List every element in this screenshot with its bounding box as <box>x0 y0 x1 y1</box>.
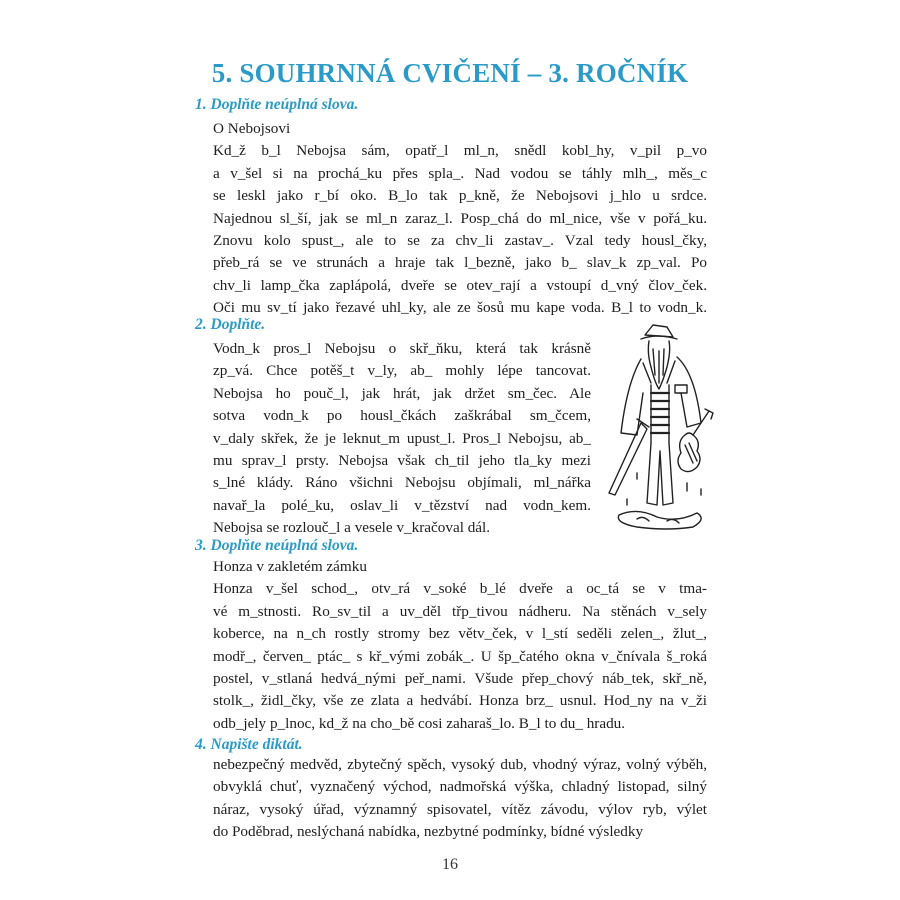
text-line: nebezpečný medvěd, zbytečný spěch, vysoký dub, vhodný výraz, volný výběh, <box>213 756 707 773</box>
text-line: stolk_, židl_čky, vše ze zlata a hedvábí. Honza brz_ usnul. Hod_ny na v_ži <box>213 692 707 710</box>
exercise-1-heading: 1. Doplňte neúplná slova. <box>195 96 359 113</box>
text-line: Honza v_šel schod_, otv_rá v_soké b_lé dveře a oc_tá se v tma- <box>213 580 707 598</box>
exercise-1-body <box>213 118 707 320</box>
text-line: Znovu kolo spust_, ale to se za chv_li zastav_. Vzal tedy housl_čky, <box>213 232 707 250</box>
text-line: a v_šel si na prochá_ku přes spla_. Nad vodou se táhly mlh_, měs_c <box>213 164 707 182</box>
text-line: mu sprav_l prsty. Nebojsa však ch_til jeho tla_ky mezi <box>213 452 591 470</box>
text-line: Nebojsa se rozlouč_l a vesele v_kračoval dál. <box>213 519 491 537</box>
text-line: Kd_ž b_l Nebojsa sám, opatř_l ml_n, snědl kobl_hy, v_pil p_vo <box>213 142 707 160</box>
text-line: Najednou sl_ší, jak se ml_n zaraz_l. Posp_chá do ml_nice, vše v pořá_ku. <box>213 209 707 227</box>
exercise-3-body <box>213 556 707 735</box>
text-line: chv_li lamp_čka zaplápolá, dveře se otev_rají a vstoupí d_vný člov_ček. <box>213 276 707 294</box>
exercise-3-subtitle: Honza v zakletém zámku <box>213 558 367 575</box>
text-line: zp_vá. Chce potěš_t v_ly, ab_ mohly lépe tancovat. <box>213 362 591 380</box>
vodnik-with-violin-icon <box>597 323 725 533</box>
text-line: se leskl jako r_bí oko. B_lo tak p_kně, že Nebojsovi j_hlo u srdce. <box>213 187 707 205</box>
exercise-1-subtitle: O Nebojsovi <box>213 120 291 137</box>
text-line: Nebojsa ho pouč_l, jak hrát, jak držet sm_čec. Ale <box>213 384 591 402</box>
text-line: modř_, červen_ ptác_ s kř_vými zobák_. U šp_čatého okna v_čnívala š_roká <box>213 647 707 665</box>
text-line: koberce, na n_ch rostly stromy bez větv_ček, v l_stí seděli zelen_, žlut_, <box>213 625 707 643</box>
exercise-4-heading: 4. Napište diktát. <box>195 736 303 753</box>
text-line: Oči mu sv_tí jako řezavé uhl_ky, ale ze šosů mu kape voda. B_l to vodn_k. <box>213 299 707 317</box>
text-line: Vodn_k pros_l Nebojsu o skř_ňku, která tak krásně <box>213 340 591 357</box>
text-line: v_daly skřek, že je leknut_m upust_l. Pros_l Nebojsu, ab_ <box>213 429 591 447</box>
exercise-4-body <box>213 754 707 844</box>
text-line: postel, v_stlaná hedvá_nými peř_nami. Všude přep_chový náb_tek, skř_ně, <box>213 670 707 688</box>
text-line: s_lné klády. Ráno všichni Nebojsu objímali, ml_nářka <box>213 474 591 492</box>
text-line: do Poděbrad, neslýchaná nabídka, nezbytné podmínky, bídné výsledky <box>213 823 644 841</box>
text-line: obvyklá chuť, vyznačený východ, nadmořská výška, chladný listopad, silný <box>213 778 707 796</box>
text-line: odb_jely p_lnoc, kd_ž na cho_bě cosi zaharaš_lo. B_l to du_ hradu. <box>213 714 626 732</box>
page-number: 16 <box>442 856 458 873</box>
exercise-3-heading: 3. Doplňte neúplná slova. <box>195 537 359 554</box>
exercise-2-heading: 2. Doplňte. <box>195 316 266 333</box>
text-line: náraz, vysoký úřad, významný spisovatel, vítěz závodu, výlov ryb, výlet <box>213 800 707 818</box>
page-title: 5. SOUHRNNÁ CVIČENÍ – 3. ROČNÍK <box>211 58 689 88</box>
text-line: sotva vodn_k po housl_čkách zaškrábal sm_čcem, <box>213 407 591 425</box>
text-line: přeb_rá se ve strunách a hraje tak l_bezně, jako b_ slav_k zp_val. Po <box>213 254 707 272</box>
exercise-2-body <box>213 338 591 540</box>
text-line: navař_la polé_ku, oslav_li v_tězství nad vodn_kem. <box>213 496 591 514</box>
text-line: vé m_stnosti. Ro_sv_til a uv_děl třp_tivou nádheru. Na stěnách v_sely <box>213 602 707 620</box>
